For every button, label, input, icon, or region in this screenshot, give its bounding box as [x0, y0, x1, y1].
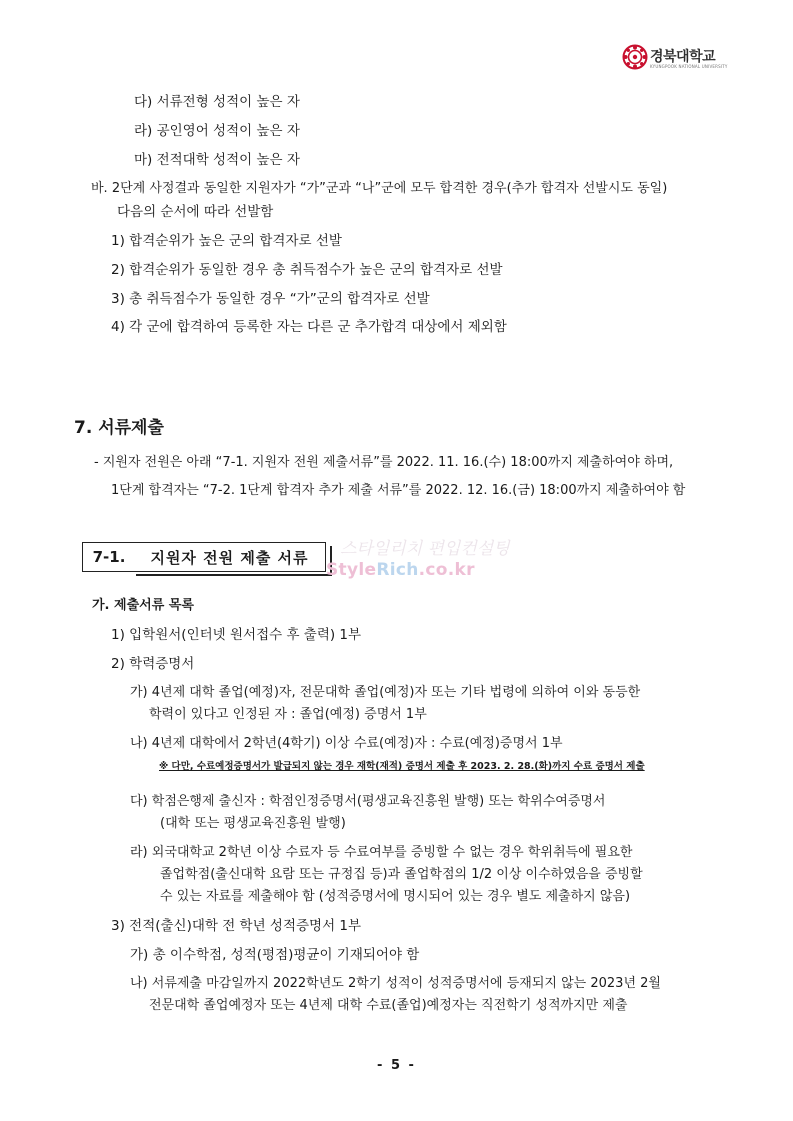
criteria-ra: 라) 공인영어 성적이 높은 자 — [134, 123, 300, 139]
list-item-2: 2) 학력증명서 — [111, 656, 195, 672]
list-item-3: 3) 전적(출신)대학 전 학년 성적증명서 1부 — [111, 918, 362, 934]
rule-ba-cont: 다음의 순서에 따라 선발함 — [117, 204, 274, 220]
list-heading: 가. 제출서류 목록 — [92, 598, 194, 613]
criteria-da: 다) 서류전형 성적이 높은 자 — [134, 94, 300, 110]
list-item-2-ra-cont-1: 졸업학점(출신대학 요람 또는 규정집 등)과 졸업학점의 1/2 이상 이수하였음을 증빙할 — [160, 867, 643, 882]
list-item-2-da-cont: (대학 또는 평생교육진흥원 발행) — [160, 816, 346, 831]
section-intro-1: - 지원자 전원은 아래 “7-1. 지원자 전원 제출서류”를 2022. 11. 16.(수) 18:00까지 제출하여야 하며, — [94, 455, 674, 470]
list-item-2-na: 나) 4년제 대학에서 2학년(4학기) 이상 수료(예정)자 : 수료(예정)증명서 1부 — [130, 736, 563, 751]
logo-name: 경북대학교 — [650, 49, 716, 65]
watermark-url-rich: Rich — [376, 560, 419, 580]
university-seal-icon — [622, 44, 648, 70]
rule-item-1: 1) 합격순위가 높은 군의 합격자로 선발 — [111, 233, 342, 249]
watermark-url-domain: .co.kr — [418, 560, 475, 580]
criteria-ma: 마) 전적대학 성적이 높은 자 — [134, 152, 300, 168]
page-number: - 5 - — [377, 1058, 416, 1073]
list-item-2-da: 다) 학점은행제 출신자 : 학점인정증명서(평생교육진흥원 발행) 또는 학위수여증명서 — [130, 794, 606, 809]
rule-item-3: 3) 총 취득점수가 동일한 경우 “가”군의 합격자로 선발 — [111, 291, 430, 307]
watermark-text: 스타일리치 편입컨설팅 — [340, 539, 510, 559]
list-item-3-ga: 가) 총 이수학점, 성적(평점)평균이 기재되어야 함 — [130, 947, 420, 963]
logo-subtitle: KYUNGPOOK NATIONAL UNIVERSITY — [650, 64, 728, 69]
university-logo — [622, 44, 732, 76]
rule-ba: 바. 2단계 사정결과 동일한 지원자가 “가”군과 “나”군에 모두 합격한 경우(추가 합격자 선발시도 동일) — [91, 181, 668, 196]
rule-item-2: 2) 합격순위가 동일한 경우 총 취득점수가 높은 군의 합격자로 선발 — [111, 262, 503, 278]
list-item-2-ra: 라) 외국대학교 2학년 이상 수료자 등 수료여부를 증빙할 수 없는 경우 학위취득에 필요한 — [130, 845, 633, 860]
list-item-3-na: 나) 서류제출 마감일까지 2022학년도 2학기 성적이 성적증명서에 등재되지 않는 2023년 2월 — [130, 976, 661, 991]
section-intro-2: 1단계 합격자는 “7-2. 1단계 합격자 추가 제출 서류”를 2022. 12. 16.(금) 18:00까지 제출하여야 함 — [111, 483, 686, 498]
section-heading: 7. 서류제출 — [74, 418, 164, 438]
subsection-title: 지원자 전원 제출 서류 — [134, 542, 326, 572]
list-item-2-ra-cont-2: 수 있는 자료를 제출해야 함 (성적증명서에 명시되어 있는 경우 별도 제출하지 않음) — [160, 889, 631, 904]
list-item-1: 1) 입학원서(인터넷 원서접수 후 출력) 1부 — [111, 627, 362, 643]
watermark-url-style: Style — [326, 560, 377, 580]
note-text: ※ 다만, 수료예정증명서가 발급되지 않는 경우 재학(재적) 증명서 제출 후 2023. 2. 28.(화)까지 수료 증명서 제출 — [159, 761, 645, 772]
subsection-number: 7-1. — [82, 542, 136, 572]
rule-item-4: 4) 각 군에 합격하여 등록한 자는 다른 군 추가합격 대상에서 제외함 — [111, 319, 507, 335]
list-item-3-na-cont: 전문대학 졸업예정자 또는 4년제 대학 수료(졸업)예정자는 직전학기 성적까지만 제출 — [149, 998, 628, 1013]
list-item-2-ga-cont: 학력이 있다고 인정된 자 : 졸업(예정) 증명서 1부 — [149, 707, 427, 722]
watermark-url — [326, 560, 475, 580]
list-item-2-ga: 가) 4년제 대학 졸업(예정)자, 전문대학 졸업(예정)자 또는 기타 법령에 의하여 이와 동등한 — [130, 685, 641, 700]
